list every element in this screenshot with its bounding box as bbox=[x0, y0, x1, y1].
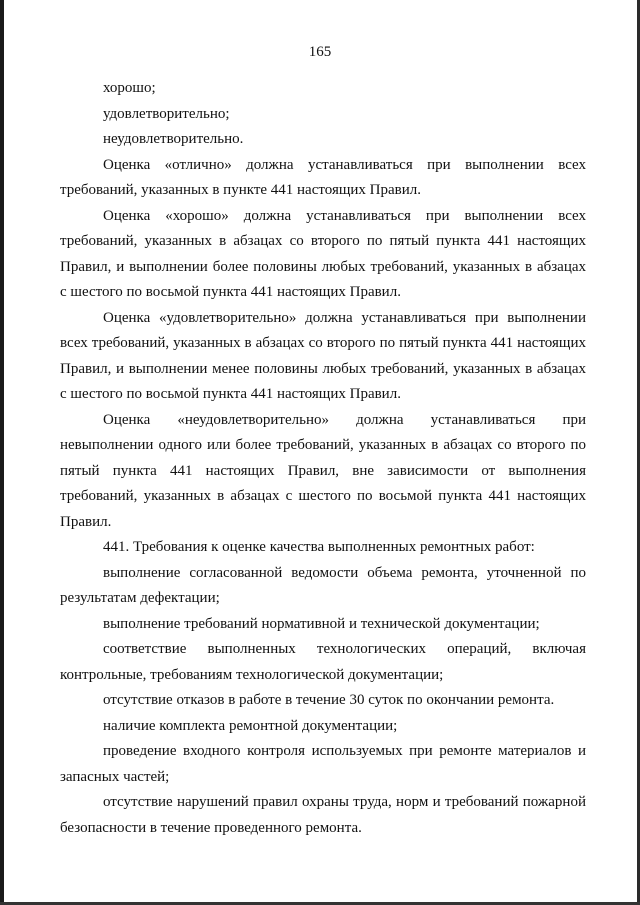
paragraph: проведение входного контроля используемых при ремонте материалов и запасных частей; bbox=[60, 743, 586, 785]
paragraph: отсутствие нарушений правил охраны труда, норм и требований пожарной безопасности в течение проведенного ремонта. bbox=[60, 794, 586, 836]
document-body bbox=[60, 76, 586, 841]
paragraph: Оценка «отлично» должна устанавливаться при выполнении всех требований, указанных в пункте 441 настоящих Правил. bbox=[60, 156, 586, 198]
paragraph: Оценка «удовлетворительно» должна устанавливаться при выполнении всех требований, указанных в абзацах со второго по пятый пункта 441 настоящих Правил, и выполнении менее половины любых требований, указанных в абзацах с шестого по восьмой пункта 441 настоящих Правил. bbox=[60, 309, 586, 402]
paragraph: Оценка «неудовлетворительно» должна устанавливаться при невыполнении одного или более требований, указанных в абзацах со второго по пятый пункта 441 настоящих Правил, вне зависимости от выполнения требований, указанных в абзацах с шестого по восьмой пункта 441 настоящих Правил. bbox=[60, 411, 586, 530]
paragraph: удовлетворительно; bbox=[103, 105, 230, 122]
page-number: 165 bbox=[308, 44, 332, 60]
paragraph: выполнение требований нормативной и технической документации; bbox=[103, 615, 540, 632]
paragraph: Оценка «хорошо» должна устанавливаться при выполнении всех требований, указанных в абзацах со второго по пятый пункта 441 настоящих Правил, и выполнении более половины любых требований, указанных в абзацах с шестого по восьмой пункта 441 настоящих Правил. bbox=[60, 207, 586, 300]
paragraph: неудовлетворительно. bbox=[103, 131, 244, 147]
paragraph: отсутствие отказов в работе в течение 30 суток по окончании ремонта. bbox=[103, 692, 555, 708]
paragraph: выполнение согласованной ведомости объема ремонта, уточненной по результатам дефектации; bbox=[60, 564, 586, 606]
paragraph: 441. Требования к оценке качества выполненных ремонтных работ: bbox=[103, 539, 535, 555]
paragraph: соответствие выполненных технологических операций, включая контрольные, требованиям технологической документации; bbox=[60, 641, 586, 683]
paragraph: хорошо; bbox=[103, 80, 156, 96]
paragraph: наличие комплекта ремонтной документации; bbox=[103, 717, 398, 734]
scan-edge-left bbox=[0, 0, 4, 905]
